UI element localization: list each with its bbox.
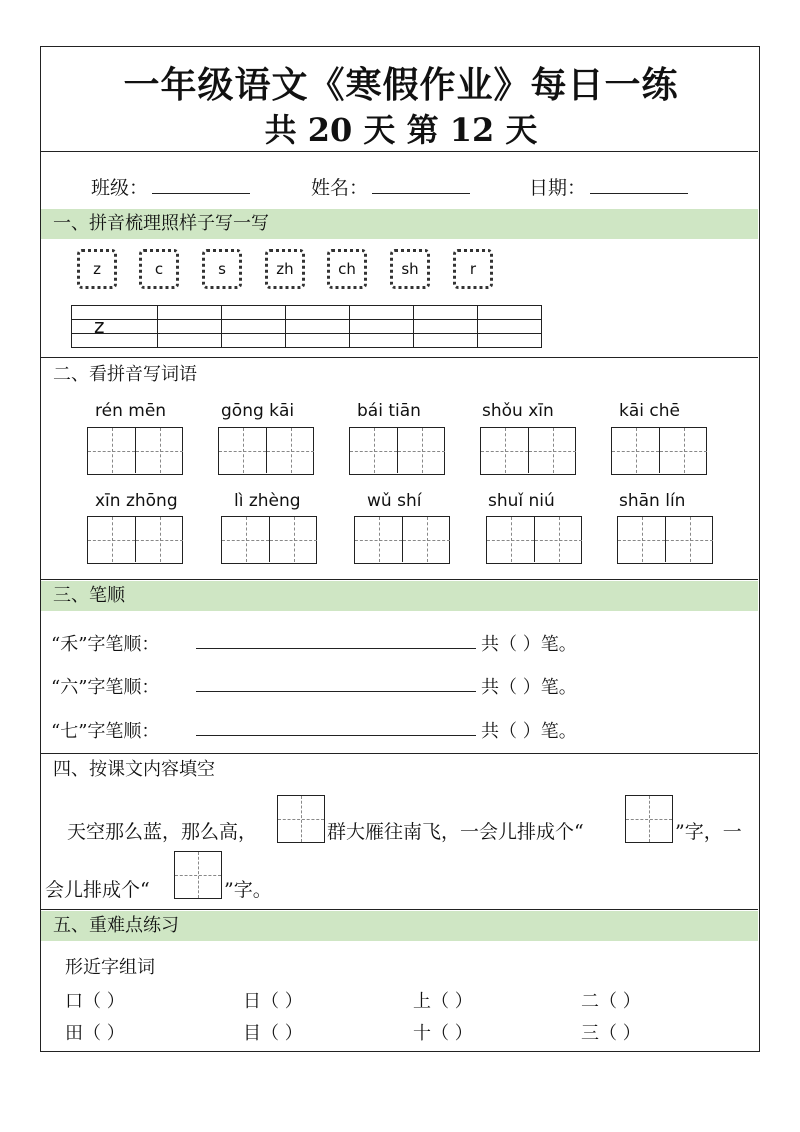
grid-cell[interactable]: [414, 334, 478, 348]
pinyin-word: rén mēn: [95, 401, 167, 421]
stroke-count: 共（ ）笔。: [481, 634, 577, 655]
stroke-blank[interactable]: [196, 691, 476, 692]
grid-cell[interactable]: [414, 306, 478, 320]
similar-item: 三（ ）: [581, 1023, 641, 1044]
pinyin-word: gōng kāi: [221, 401, 295, 421]
grid-cell[interactable]: [478, 334, 542, 348]
section-1-header: 一、拼音梳理照样子写一写: [41, 209, 758, 239]
pinyin-letter-box: c: [139, 249, 179, 289]
grid-cell[interactable]: [414, 320, 478, 334]
class-label: 班级：: [91, 177, 149, 199]
word-writing-box[interactable]: [611, 427, 707, 475]
grid-cell[interactable]: [478, 306, 542, 320]
grid-cell[interactable]: [158, 320, 222, 334]
stroke-row: [51, 673, 577, 699]
grid-cell[interactable]: [350, 306, 414, 320]
similar-label: 形近字组词: [65, 957, 155, 978]
date-blank[interactable]: [590, 177, 688, 194]
word-writing-box[interactable]: [354, 516, 450, 564]
section-2-header: 二、看拼音写词语: [41, 360, 758, 390]
word-writing-box[interactable]: [486, 516, 582, 564]
pinyin-word: shǒu xīn: [482, 401, 554, 421]
divider: [41, 909, 758, 910]
fill-text: ”字。: [224, 879, 272, 901]
divider: [41, 151, 758, 152]
word-writing-box[interactable]: [87, 516, 183, 564]
class-blank[interactable]: [152, 177, 250, 194]
similar-item: 二（ ）: [581, 991, 641, 1012]
similar-item: 田（ ）: [65, 1023, 125, 1044]
pinyin-letter-box: r: [453, 249, 493, 289]
word-writing-box[interactable]: [221, 516, 317, 564]
pinyin-word: kāi chē: [619, 401, 680, 421]
section-3-header: 三、笔顺: [41, 581, 758, 611]
similar-item: 目（ ）: [243, 1023, 303, 1044]
divider: [41, 753, 758, 754]
class-field[interactable]: [91, 173, 250, 200]
similar-item: 上（ ）: [413, 991, 473, 1012]
example-cell: z: [72, 320, 158, 334]
fill-text: 群大雁往南飞，一会儿排成个“: [327, 821, 584, 843]
word-writing-box[interactable]: [617, 516, 713, 564]
name-label: 姓名：: [311, 177, 369, 199]
fill-text: 天空那么蓝，那么高，: [67, 821, 258, 843]
fill-text: ”字，一: [675, 821, 742, 843]
stroke-label: “七”字笔顺：: [51, 721, 160, 742]
divider: [41, 579, 758, 580]
stroke-label: “禾”字笔顺：: [51, 634, 160, 655]
grid-cell[interactable]: [222, 320, 286, 334]
pinyin-word: shān lín: [619, 491, 686, 511]
pinyin-word: bái tiān: [357, 401, 421, 421]
fill-text: 会儿排成个“: [45, 879, 150, 901]
pinyin-letter-box: s: [202, 249, 242, 289]
page-title: 一年级语文《寒假作业》每日一练: [123, 64, 679, 106]
date-field[interactable]: [529, 173, 688, 200]
stroke-count: 共（ ）笔。: [481, 677, 577, 698]
word-writing-box[interactable]: [349, 427, 445, 475]
similar-item: 口（ ）: [65, 991, 125, 1012]
section-4-header: 四、按课文内容填空: [41, 755, 758, 785]
grid-cell[interactable]: [222, 306, 286, 320]
grid-cell[interactable]: [286, 306, 350, 320]
fill-box[interactable]: [625, 795, 673, 843]
grid-cell[interactable]: [286, 334, 350, 348]
pinyin-letter-box: zh: [265, 249, 305, 289]
stroke-row: [51, 630, 577, 656]
grid-cell[interactable]: [350, 334, 414, 348]
page-subtitle: 共 20 天 第 12 天: [264, 111, 538, 149]
divider: [41, 357, 758, 358]
grid-cell[interactable]: [286, 320, 350, 334]
grid-cell[interactable]: [72, 306, 158, 320]
pinyin-letter-box: ch: [327, 249, 367, 289]
stroke-row: [51, 717, 577, 743]
grid-cell[interactable]: [158, 334, 222, 348]
pinyin-letter-box: sh: [390, 249, 430, 289]
fill-box[interactable]: [277, 795, 325, 843]
worksheet: [40, 46, 760, 1052]
pinyin-word: lì zhèng: [234, 491, 301, 511]
similar-item: 十（ ）: [413, 1023, 473, 1044]
stroke-label: “六”字笔顺：: [51, 677, 160, 698]
section-5-header: 五、重难点练习: [41, 911, 758, 941]
stroke-count: 共（ ）笔。: [481, 721, 577, 742]
word-writing-box[interactable]: [87, 427, 183, 475]
stroke-blank[interactable]: [196, 648, 476, 649]
grid-cell[interactable]: [72, 334, 158, 348]
stroke-blank[interactable]: [196, 735, 476, 736]
date-label: 日期：: [529, 177, 587, 199]
word-writing-box[interactable]: [480, 427, 576, 475]
similar-item: 日（ ）: [243, 991, 303, 1012]
grid-cell[interactable]: [222, 334, 286, 348]
name-field[interactable]: [311, 173, 470, 200]
pinyin-word: xīn zhōng: [95, 491, 178, 511]
grid-cell[interactable]: [350, 320, 414, 334]
pinyin-letter-box: z: [77, 249, 117, 289]
pinyin-writing-grid: [71, 305, 542, 348]
name-blank[interactable]: [372, 177, 470, 194]
pinyin-word: wǔ shí: [367, 491, 422, 511]
grid-cell[interactable]: [478, 320, 542, 334]
word-writing-box[interactable]: [218, 427, 314, 475]
grid-cell[interactable]: [158, 306, 222, 320]
fill-box[interactable]: [174, 851, 222, 899]
pinyin-word: shuǐ niú: [488, 491, 555, 511]
